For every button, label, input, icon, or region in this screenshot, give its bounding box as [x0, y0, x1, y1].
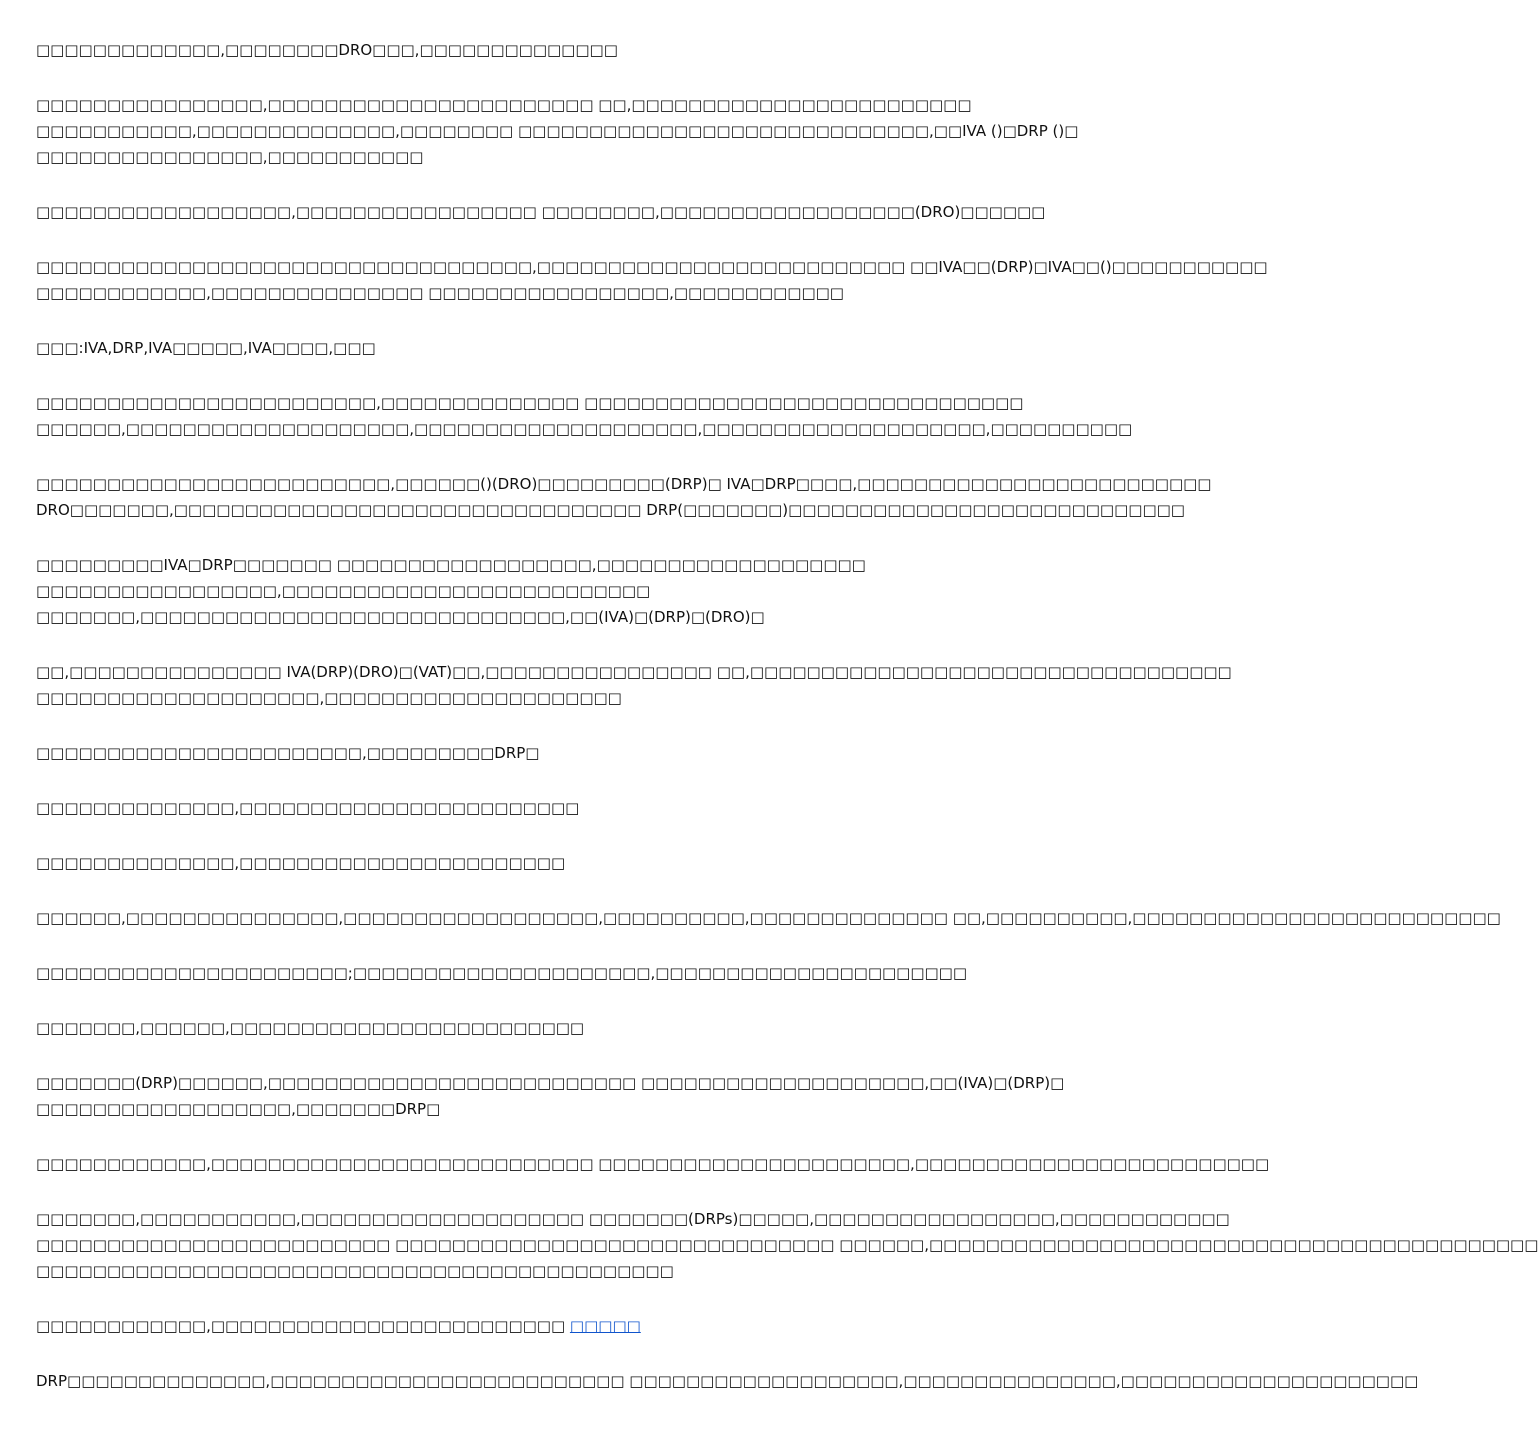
text-line: □□□□□□□□□□□□□□□□,□□□□□□□□□□□□□□□□□□□□□□□ □□,□□□□□□□□□□□□□□□□□□□□□□□□: [36, 96, 972, 114]
text-line: □□,□□□□□□□□□□□□□□□ IVA(DRP)(DRO)□(VAT)□□,□□□□□□□□□□□□□□□□ □□,□□□□□□□□□□□□□□□□□□□□□□□□□□□□□□□□□□: [36, 663, 1232, 681]
text-line: [36, 1313, 988, 1339]
paragraph: [36, 1206, 1538, 1284]
paragraph: [36, 335, 988, 361]
text-line: DRP□□□□□□□□□□□□□□,□□□□□□□□□□□□□□□□□□□□□□□□□ □□□□□□□□□□□□□□□□□□□,□□□□□□□□□□□□□□□,□□□□□□□□□□□□□□□□□□□□□: [36, 1372, 1419, 1390]
text-line: □□□□□□□□□□□□□□,□□□□□□□□□□□□□□□□□□□□□□□: [36, 854, 566, 872]
text-line: □□□□□□□□□□□□□□□□□□□□□□□□,□□□□□□□□□□□□□□ □□□□□□□□□□□□□□□□□□□□□□□□□□□□□□□: [36, 394, 1024, 412]
paragraph: [36, 552, 988, 630]
text-line: □□□□□□□,□□□□□□□□□□□,□□□□□□□□□□□□□□□□□□□□ □□□□□□□(DRPs)□□□□□,□□□□□□□□□□□□□□□□□,□□□□□□□□□□□□: [36, 1210, 1230, 1228]
paragraph: [36, 92, 1079, 170]
text-line: □□□□□□,□□□□□□□□□□□□□□□□□□□□,□□□□□□□□□□□□□□□□□□□□,□□□□□□□□□□□□□□□□□□□□,□□□□□□□□□□: [36, 420, 1133, 438]
paragraph: [36, 471, 1212, 523]
text-line: □□□□□□□□□IVA□DRP□□□□□□□ □□□□□□□□□□□□□□□□□□,□□□□□□□□□□□□□□□□□□□: [36, 556, 866, 574]
paragraph: [36, 1368, 1419, 1394]
text-line: DRO□□□□□□□,□□□□□□□□□□□□□□□□□□□□□□□□□□□□□□□□□ DRP(□□□□□□□)□□□□□□□□□□□□□□□□□□□□□□□□□□□□: [36, 501, 1185, 519]
paragraph: [36, 795, 988, 821]
paragraph: [36, 254, 1268, 306]
text-line: □□□□□□□□□□□□□,□□□□□□□□DRO□□□,□□□□□□□□□□□□□□: [36, 41, 618, 59]
paragraph: [36, 390, 1133, 442]
text-line: □□□□□□□,□□□□□□,□□□□□□□□□□□□□□□□□□□□□□□□□: [36, 1019, 585, 1037]
text-line: □□□□□□□□□□□□□□,□□□□□□□□□□□□□□□□□□□□□□□□: [36, 799, 580, 817]
text-line: □□□□□□□□□□□□□□□□,□□□□□□□□□□□: [36, 148, 424, 166]
text-line: □□□□□□□□□□□□□□□□□□□□□□□□□,□□□□□□()(DRO)□□□□□□□□□(DRP)□ IVA□DRP□□□□,□□□□□□□□□□□□□□□□□□□□□□□□□: [36, 475, 1212, 493]
paragraph: [36, 960, 988, 986]
text-line: □□□□□□□□□□□□□□□□□□□□□□□□□□□□□□□□□□□,□□□□□□□□□□□□□□□□□□□□□□□□□□ □□IVA□□(DRP)□IVA□□()□□□□□□□□□□□: [36, 258, 1268, 276]
text-line: □□□□□□□(DRP)□□□□□□,□□□□□□□□□□□□□□□□□□□□□□□□□□ □□□□□□□□□□□□□□□□□□□□,□□(IVA)□(DRP)□: [36, 1074, 1065, 1092]
text-line: □□□□□□□□□□□□□□□□□□□□□□;□□□□□□□□□□□□□□□□□□□□□,□□□□□□□□□□□□□□□□□□□□□□: [36, 964, 968, 982]
paragraph: [36, 850, 988, 876]
text-line: □□□:IVA,DRP,IVA□□□□□,IVA□□□□,□□□: [36, 339, 376, 357]
text-line: □□□□□□□□□□□□□□□□□□,□□□□□□□DRP□: [36, 1100, 441, 1118]
text-line: □□□□□□□□□□□,□□□□□□□□□□□□□□,□□□□□□□□ □□□□□□□□□□□□□□□□□□□□□□□□□□□□□,□□IVA ()□DRP ()□: [36, 122, 1079, 140]
paragraph: [36, 1070, 1065, 1122]
text-line: □□□□□□□□□□□□□□□□□□,□□□□□□□□□□□□□□□□□ □□□□□□□□,□□□□□□□□□□□□□□□□□□(DRO)□□□□□□: [36, 203, 1046, 221]
paragraph: [36, 1313, 988, 1339]
paragraph: [36, 1015, 988, 1041]
paragraph: [36, 199, 1046, 225]
text-line: □□□□□□,□□□□□□□□□□□□□□□,□□□□□□□□□□□□□□□□□□,□□□□□□□□□□,□□□□□□□□□□□□□□ □□,□□□□□□□□□□,□□□□□□□□□□□□□□□□□□□□□□□□□□: [36, 909, 1501, 927]
text-line: □□□□□□□□□□□□□□□□□,□□□□□□□□□□□□□□□□□□□□□□□□□□: [36, 582, 651, 600]
text-segment: □□□□□□□□□□□□,□□□□□□□□□□□□□□□□□□□□□□□□□: [36, 1317, 570, 1335]
text-line: □□□□□□□□□□□□□□□□□□□□□□□□□□□□□□□□□□□□□□□□□□□□□: [36, 1262, 674, 1280]
text-line: □□□□□□□□□□□□□□□□□□□□□□□,□□□□□□□□□DRP□: [36, 744, 540, 762]
text-line: □□□□□□□□□□□□,□□□□□□□□□□□□□□□□□□□□□□□□□□□ □□□□□□□□□□□□□□□□□□□□□□,□□□□□□□□□□□□□□□□□□□□□□□□□: [36, 1155, 1270, 1173]
text-line: □□□□□□□□□□□□□□□□□□□□□□□□□ □□□□□□□□□□□□□□□□□□□□□□□□□□□□□□□ □□□□□□,□□□□□□□□□□□□□□□□□□□□□□□□□□□□□□□□□□□□□□□□□□□: [36, 1236, 1538, 1254]
paragraph: [36, 659, 1232, 711]
text-line: □□□□□□□,□□□□□□□□□□□□□□□□□□□□□□□□□□□□□□,□□(IVA)□(DRP)□(DRO)□: [36, 608, 765, 626]
paragraph: [36, 905, 1501, 931]
text-line: □□□□□□□□□□□□□□□□□□□□,□□□□□□□□□□□□□□□□□□□□□: [36, 689, 622, 707]
paragraph: [36, 37, 988, 63]
paragraph: [36, 1151, 1270, 1177]
paragraph: [36, 740, 988, 766]
inline-link[interactable]: □□□□□: [569, 1317, 641, 1335]
text-line: □□□□□□□□□□□□,□□□□□□□□□□□□□□□ □□□□□□□□□□□□□□□□□,□□□□□□□□□□□□: [36, 284, 844, 302]
